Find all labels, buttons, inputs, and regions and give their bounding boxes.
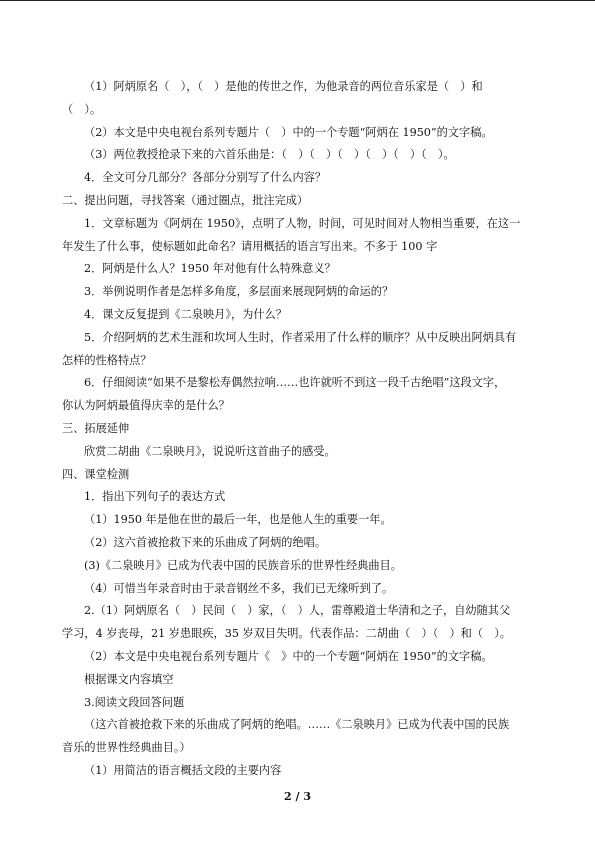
s4-q3-1: （1）用简洁的语言概括文段的主要内容: [84, 763, 282, 777]
s2-q3: 3．举例说明作者是怎样多角度，多层面来展现阿炳的命运的？: [84, 285, 394, 299]
s4-q3-passage-line-1: （这六首被抢救下来的乐曲成了阿炳的绝唱。……《二泉映月》已成为代表中国的民族: [84, 718, 510, 732]
s2-q5-line-1: 5．介绍阿炳的艺术生涯和坎坷人生时，作者采用了什么样的顺序？从中反映出阿炳具有: [84, 330, 517, 344]
q1-line-1: （1）阿炳原名（ ），（ ）是他的传世之作，为他录音的两位音乐家是（ ）和: [84, 80, 483, 93]
s2-q4: 4．课文反复提到《二泉映月》，为什么？: [84, 307, 287, 321]
s2-q5-line-2: 怎样的性格特点？: [62, 353, 152, 367]
section-2-heading: 二、提出问题，寻找答案（通过圈点，批注完成）: [62, 193, 309, 207]
s2-q1-line-1: 1．文章标题为《阿炳在 1950》，点明了人物，时间，可见时间对人物相当重要，在这一: [84, 216, 521, 230]
s4-q1-1: （1）1950 年是他在世的最后一年，也是他人生的重要一年。: [84, 513, 392, 527]
q1-line-2: （ ）。: [62, 102, 102, 116]
s4-q2-2: （2）本文是中央电视台系列专题片《 》中的一个专题“阿炳在 1950”的文字稿。: [84, 649, 493, 663]
s4-q2-line-1: 2.（1）阿炳原名（ ）民间（ ）家，（ ）人，雷尊殿道士华清和之子，自幼随其父: [84, 604, 511, 618]
s4-q1-2: （2）这六首被抢救下来的乐曲成了阿炳的绝唱。: [84, 535, 327, 549]
s2-q6-line-1: 6．仔细阅读“如果不是黎松寿偶然拉响……也许就听不到这一段千古绝唱”这段文字，: [84, 376, 506, 390]
s3-body: 欣赏二胡曲《二泉映月》，说说听这首曲子的感受。: [84, 444, 336, 458]
s2-q6-line-2: 你认为阿炳最值得庆幸的是什么？: [62, 399, 230, 413]
q2: （2）本文是中央电视台系列专题片（ ）中的一个专题“阿炳在 1950”的文字稿。: [84, 125, 493, 139]
section-4-heading: 四、课堂检测: [62, 467, 130, 481]
s2-q2: 2．阿炳是什么人？1950 年对他有什么特殊意义？: [84, 262, 336, 276]
page-number: 2 / 3: [284, 790, 311, 803]
s4-q2-line-2: 学习，4 岁丧母，21 岁患眼疾，35 岁双目失明。代表作品：二胡曲（ ）（ ）和（ ）。: [62, 627, 511, 641]
s4-q3: 3.阅读文段回答问题: [84, 695, 185, 709]
document-body: [62, 76, 540, 783]
s2-q1-line-2: 年发生了什么事，使标题如此命名？请用概括的语言写出来。不多于 100 字: [62, 239, 438, 253]
s4-q1-4: （4）可惜当年录音时由于录音钢丝不多，我们已无缘听到了。: [84, 581, 394, 595]
top-rule: [0, 0, 595, 1]
s4-q3-passage-line-2: 音乐的世界性经典曲目。）: [62, 741, 191, 755]
s4-q1: 1．指出下列句子的表达方式: [84, 490, 226, 504]
section-3-heading: 三、拓展延伸: [62, 421, 130, 435]
s4-q1-3: (3)《二泉映月》已成为代表中国的民族音乐的世界性经典曲目。: [84, 558, 402, 572]
s4-fill-note: 根据课文内容填空: [84, 672, 174, 686]
q3: （3）两位教授抢录下来的六首乐曲是：（ ）（ ）（ ）（ ）（ ）（ ）。: [84, 148, 455, 162]
q4: 4．全文可分几部分？各部分分别写了什么内容？: [84, 171, 327, 185]
